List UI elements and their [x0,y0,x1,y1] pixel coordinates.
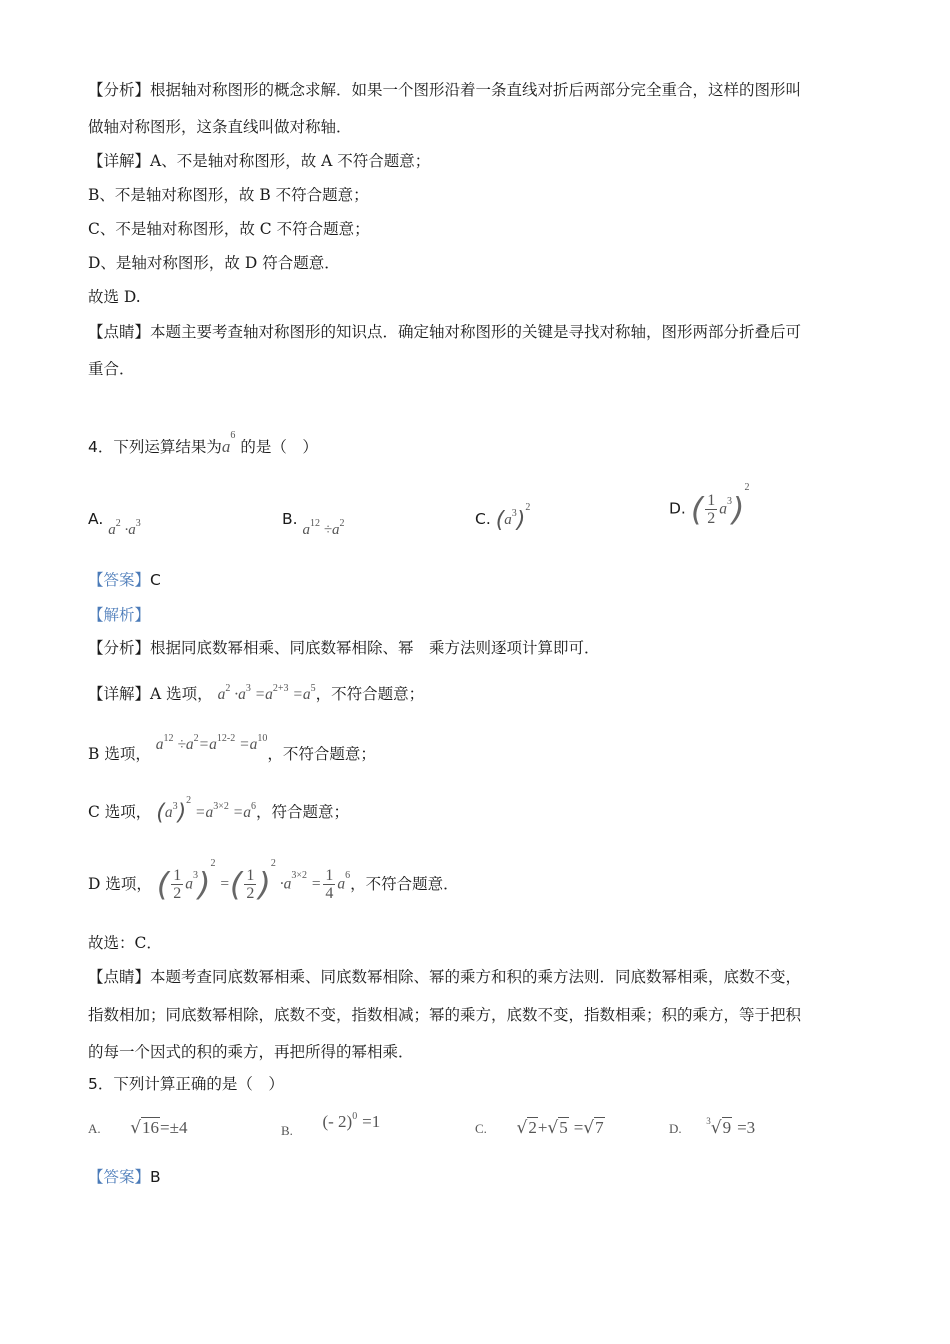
analysis-text: 根据同底数幂相乘、同底数幂相除、幂 乘方法则逐项计算即可． [150,639,600,657]
detail-text: A、不是轴对称图形，故 A 不符合题意； [150,152,431,170]
comment-text: 本题主要考查轴对称图形的知识点．确定轴对称图形的关键是寻找对称轴，图形两部分折叠后可 [150,323,802,341]
root-index: 3 [706,1116,711,1126]
analysis-text: 根据轴对称图形的概念求解．如果一个图形沿着一条直线对折后两部分完全重合，这样的图形叫 [150,81,802,99]
radicand: 5 [559,1118,568,1137]
q3-comment-line-2: 重合． [88,360,135,378]
math-op: + [537,1118,548,1137]
math-exp: 2 [339,518,345,529]
q5-option-d[interactable] [669,1118,755,1138]
math-a: a [108,522,116,538]
math-exp: 3 [135,518,141,529]
sqrt-icon: √ [583,1118,595,1138]
math-a: a [719,500,728,518]
q4-explain-tag: 【解析】 [88,606,151,624]
math-exp: 2 [115,518,121,529]
detail-a-formula: $a^2 \cdot a^3 =a^{2+3} =a^5$ [217,683,316,703]
q4-option-c[interactable]: C. $(a^3)^2$ [475,501,531,533]
detail-prefix: C 选项， [88,803,152,821]
q4-option-b[interactable] [282,510,345,538]
sqrt-icon: √ [130,1118,142,1138]
q5-option-a[interactable] [88,1118,187,1138]
math-op: · [124,522,129,538]
sqrt-icon: √ [547,1118,559,1138]
radicand: 7 [595,1118,604,1137]
q4-detail-b [88,733,376,767]
detail-d-formula: ( $\frac{1}{2}$ $a^3)^2$ =( $\frac{1}{2}$ )$^2 \cdot a^{3\times 2}$ = $\frac{1}{4}$ $a^6$ [156,858,351,904]
math-exp: 0 [352,1111,358,1122]
sqrt-icon: √ [710,1118,722,1138]
math-a: a [504,511,512,528]
comment-tag: 【点睛】 [88,323,151,341]
frac-den: 2 [707,510,716,527]
math-exp: 3 [511,507,517,519]
detail-b-formula: $a^{12} \div a^2=a^{12-2} =a^{10}$ [155,733,268,753]
option-label: D. [669,499,686,518]
detail-tag: 【详解】 [88,685,151,703]
q3-detail-b: B、不是轴对称图形，故 B 不符合题意； [88,186,369,204]
q5-option-b[interactable] [281,1111,381,1138]
math-a: a [302,522,310,538]
detail-prefix: B 选项， [88,745,151,763]
analysis-tag: 【分析】 [88,81,151,99]
math-exp: 3 [727,496,733,507]
q3-conclusion: 故选 D. [88,288,141,306]
q4-analysis [88,638,600,658]
q4-stem-suffix: 的是（ ） [240,438,318,456]
detail-suffix: ，不符合题意． [350,875,459,893]
frac-num: 1 [707,492,716,509]
radicand: 9 [722,1118,732,1137]
q3-detail-d: D、是轴对称图形，故 D 符合题意． [88,254,340,272]
q4-comment-line-1 [88,967,801,987]
q5-stem: 5．下列计算正确的是（ ） [88,1075,284,1093]
sqrt-icon: √ [516,1118,528,1138]
q4-detail-d [88,860,459,907]
q4-comment-line-2: 指数相加；同底数幂相除，底数不变，指数相减；幂的乘方，底数不变，指数相乘；积的乘方，等于把积 [88,1006,802,1024]
math-exp: 2 [525,501,531,513]
detail-suffix: ，不符合题意； [315,685,425,703]
option-label: A. [88,1121,101,1136]
math-rhs: =1 [362,1112,381,1131]
option-label: D. [669,1121,682,1136]
math-exp: 12 [310,518,320,529]
q4-comment-line-3: 的每一个因式的积的乘方，再把所得的幂相乘． [88,1043,414,1061]
math-base: (- 2) [322,1112,353,1131]
math-op: = [573,1118,584,1137]
radicand: 2 [528,1118,537,1137]
q3-analysis-line-1 [88,80,801,100]
math-a: a [128,522,136,538]
answer-tag: 【答案】 [88,1168,151,1186]
math-op: ÷ [323,522,332,538]
option-label: A. [88,510,104,528]
math-a: a [331,522,340,538]
detail-suffix: ，不符合题意； [267,745,376,763]
answer-value: B [150,1168,161,1186]
q4-stem-exp: 6 [230,430,236,441]
analysis-tag: 【分析】 [88,639,151,657]
q3-comment-line-1 [88,322,801,342]
q4-option-d[interactable]: D. ( $\frac{1}{2}$ $a^3)^2$ [669,482,750,529]
radicand: 16 [142,1118,160,1137]
q4-conclusion: 故选：C． [88,934,162,952]
q4-detail-c [88,795,350,826]
math-rhs: =3 [737,1118,756,1137]
q4-stem-prefix: 4．下列运算结果为 [88,438,222,456]
q5-option-c[interactable] [475,1118,605,1138]
comment-text: 本题考查同底数幂相乘、同底数幂相除、幂的乘方和积的乘方法则．同底数幂相乘，底数不变， [150,968,802,986]
q5-answer [88,1167,161,1187]
detail-tag: 【详解】 [88,152,151,170]
detail-c-formula: $(a^3)^2 =a^{3\times 2} =a^6$ [156,795,256,826]
detail-prefix: D 选项， [88,875,152,893]
q3-detail-c: C、不是轴对称图形，故 C 不符合题意； [88,220,370,238]
option-label: B. [282,510,298,528]
math-rhs: =±4 [160,1118,188,1137]
comment-tag: 【点睛】 [88,968,151,986]
q4-stem [88,430,318,460]
option-label: C. [475,509,491,528]
q4-stem-base: a [221,437,231,456]
answer-tag: 【答案】 [88,571,151,589]
q4-option-a[interactable] [88,510,141,538]
answer-value: C [150,571,161,589]
q3-analysis-line-2: 做轴对称图形，这条直线叫做对称轴． [88,118,352,136]
option-label: C. [475,1121,487,1136]
q3-detail-a [88,151,430,171]
math-exp: 2 [744,482,750,493]
detail-suffix: ，符合题意； [256,803,350,821]
q4-answer [88,570,161,590]
q4-detail-a [88,684,424,707]
option-label: B. [281,1123,293,1138]
detail-prefix: A 选项， [150,685,213,703]
